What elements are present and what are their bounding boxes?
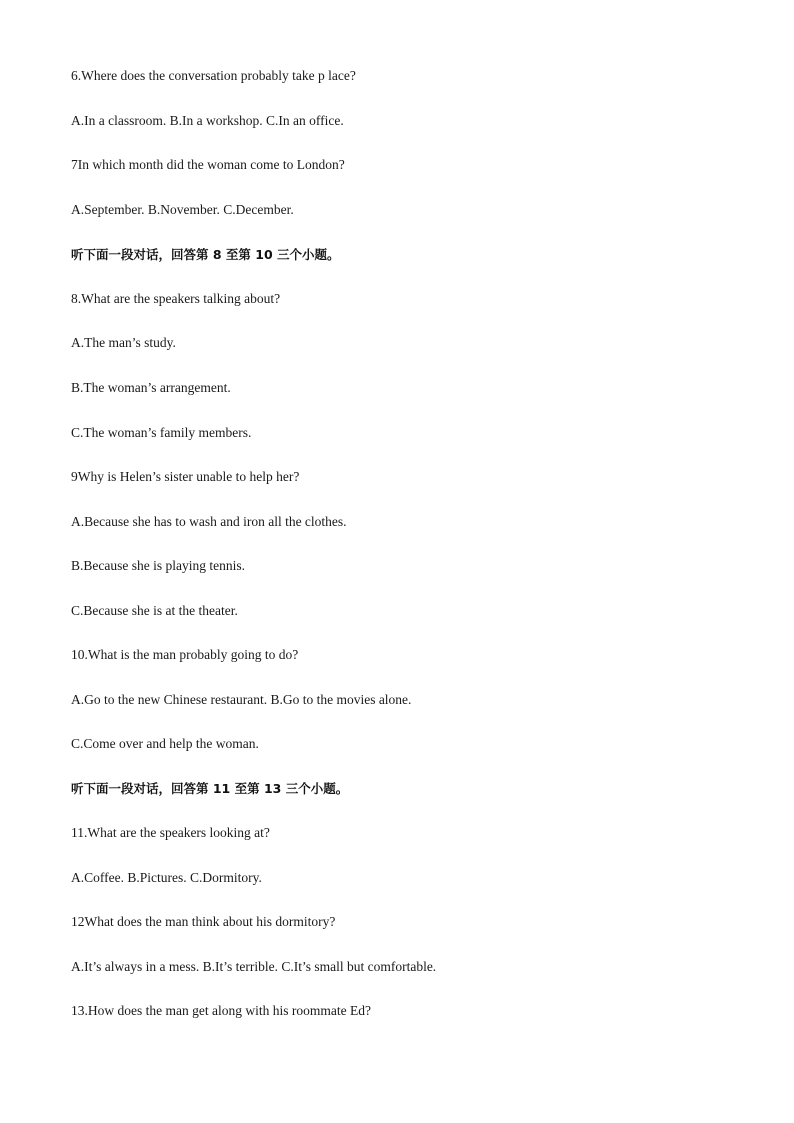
question-8-option-a: A.The man’s study. xyxy=(71,335,176,350)
question-13: 13.How does the man get along with his roommate Ed? xyxy=(71,1003,371,1018)
question-9-option-c: C.Because she is at the theater. xyxy=(71,603,238,618)
question-9-option-a: A.Because she has to wash and iron all the clothes. xyxy=(71,514,347,529)
question-8-option-b: B.The woman’s arrangement. xyxy=(71,380,231,395)
section-heading-8-10: 听下面一段对话，回答第 8 至第 10 三个小题。 xyxy=(71,247,340,262)
section-heading-11-13: 听下面一段对话，回答第 11 至第 13 三个小题。 xyxy=(71,781,349,796)
question-9-option-b: B.Because she is playing tennis. xyxy=(71,558,245,573)
question-10-options-ab: A.Go to the new Chinese restaurant. B.Go to the movies alone. xyxy=(71,692,412,707)
question-8: 8.What are the speakers talking about? xyxy=(71,291,281,306)
question-12: 12What does the man think about his dormitory? xyxy=(71,914,336,929)
question-10-option-c: C.Come over and help the woman. xyxy=(71,736,259,751)
question-8-option-c: C.The woman’s family members. xyxy=(71,425,252,440)
question-12-options: A.It’s always in a mess. B.It’s terrible. C.It’s small but comfortable. xyxy=(71,959,437,974)
question-11-options: A.Coffee. B.Pictures. C.Dormitory. xyxy=(71,870,262,885)
question-6-options: A.In a classroom. B.In a workshop. C.In an office. xyxy=(71,113,344,128)
question-7-options: A.September. B.November. C.December. xyxy=(71,202,294,217)
question-11: 11.What are the speakers looking at? xyxy=(71,825,270,840)
question-10: 10.What is the man probably going to do? xyxy=(71,647,299,662)
question-9: 9Why is Helen’s sister unable to help her? xyxy=(71,469,300,484)
question-7: 7In which month did the woman come to London? xyxy=(71,157,345,172)
question-6: 6.Where does the conversation probably take p lace? xyxy=(71,68,356,83)
